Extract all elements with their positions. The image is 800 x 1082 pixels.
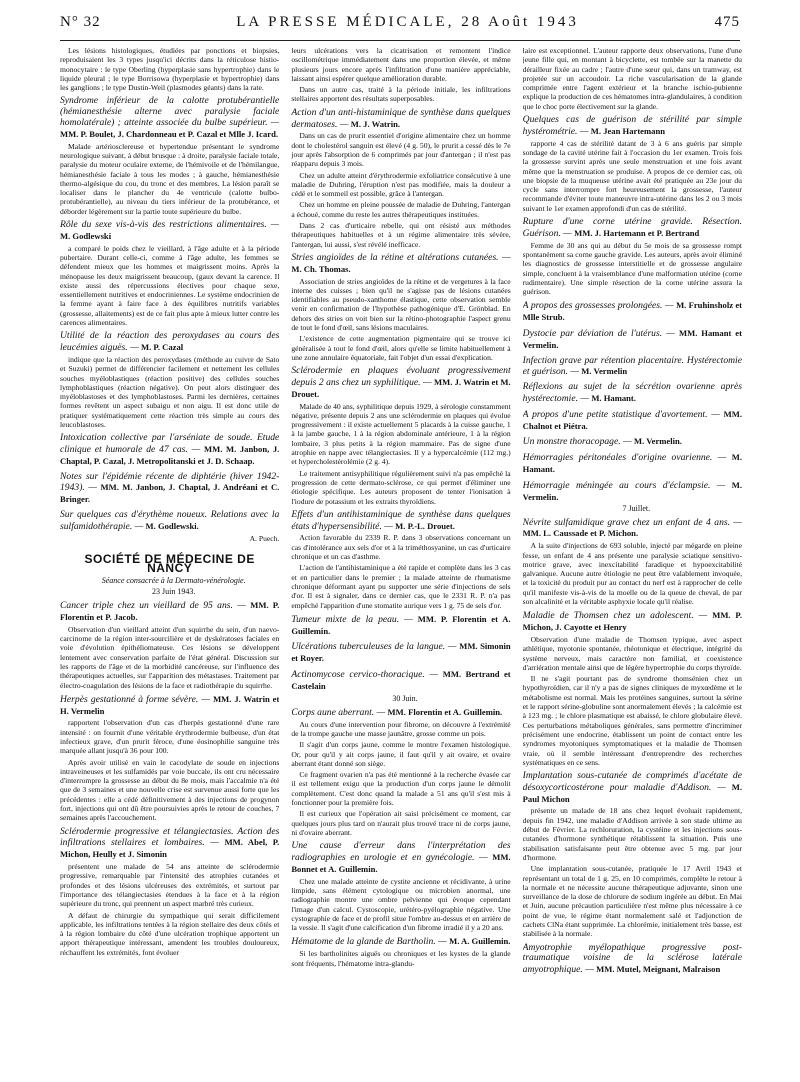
paragraph: Malade de 40 ans, syphilitique depuis 1929, à sérologie constamment négative, présente depuis 2 ans une sclérodermie en plaques qui évolue progressivement : il existe actuellement 5 placards à la cuisse gauche, 1 à la jambe gauche, 1 à la région abdominale antérieure, 1 à la région lombaire, 3 plus petits à la région mammaire. Pas de signe d'une atrophie en nappe avec télangiectasies. Il y a hypercalcémie (112 mg.) et hypercholestérolémie (2 g. 4).	[291, 401, 511, 467]
communication-heading: Sclérodermie progressive et télangiectasies. Action des infiltrations stellaires et lombaires. — MM. Abel, P. Michon, Heully et J. Simonin	[60, 825, 280, 860]
session-date: 23 Juin 1943.	[151, 586, 196, 596]
column-2	[291, 46, 510, 1074]
paragraph: A défaut de chirurgie du sympathique qui serait difficilement applicable, les infiltrations tentées à la région stellaire des deux côtés et à la région lombaire du côté d'une ulcération trophique apportent un apport thérapeutique intéressant, amendent les troubles douloureux, réchauffent les extrémités, font évoluer	[60, 910, 280, 957]
paragraph: Au cours d'une intervention pour fibrome, on découvre à l'extrémité de la trompe gauche une masse jaunâtre, grosse comme un pois.	[291, 719, 511, 738]
communication-heading: Ulcérations tuberculeuses de la langue. — MM. Simonin et Royer.	[291, 641, 511, 664]
paragraph: Observation d'un vieillard atteint d'un squirrhe du sein, d'un naevo-carcinome de la région inter-sourcilière et de dyskératoses faciales en voie d'évolution épithéliomateuse. Ces lésions se développent lentement avec conservation parfaite de l'état général. Discussion sur les rapports de l'âge et de la morbidité cancéreuse, sur l'influence des thérapeutiques actuelles, sur l'apparition des métastases. Traitement par électro-coagulation des lésions de la face et radiothérapie du squirrhe.	[60, 624, 280, 690]
communication-heading: A propos des grossesses prolongées. — M. Fruhinsholz et Mlle Strub.	[522, 300, 742, 323]
communication-heading: Intoxication collective par l'arséniate de soude. Etude clinique et humorale de 47 cas. — MM. M. Janbon, J. Chaptal, P. Cazal, J. Metropolitanski et J. D. Schaap.	[60, 432, 280, 466]
paragraph: rapporte 4 cas de stérilité datant de 3 à 6 ans guéris par simple sondage de la cavité utérine fait à l'occasion du 1er examen. Trois fois la grossesse survint après une seule menstruation et une fois avant même que la menstruation se produise. A propos de ce dernier cas, où une biopsie de la muqueuse utérine avait été pratiquée au 23e jour du cycle sans interrompre fort heureusement la grossesse, l'auteur recommande d'éviter toute manœuvre intra-utérine dans les 2 ou 3 mois suivant le 1er examen approfondi d'un cas de stérilité.	[522, 138, 742, 213]
text-columns	[60, 46, 742, 1074]
paragraph: Association de stries angioïdes de la rétine et de vergetures à la face interne des cuisses ; bien qu'il ne s'agisse pas de lésions cutanées identifiables au pseudo-xanthome élastique, cette observation semble venir en confirmation de l'hypothèse pathogénique d'E. Grönblad. En dehors des stries on voit bien sur la rétino-photographie l'aspect grenu de tout le fond d'œil, sans lésions maculaires.	[291, 276, 511, 333]
paragraph: Si les bartholinites aiguës ou chroniques et les kystes de la glande sont fréquents, l'hématome intra-glandu-	[291, 949, 511, 968]
paragraph: Le traitement antisyphilitique régulièrement suivi n'a pas empêché la progression de cette dermato-sclérose, ce qui permet d'éliminer une étiologie spécifique. Les auteurs proposent de tenter l'ionisation à l'iodure de potassium et les extraits thyroïdiens.	[291, 468, 511, 506]
communication-heading: Implantation sous-cutanée de comprimés d'acétate de désoxycorticostérone pour maladie d'Addison. — M. Paul Michon	[522, 770, 742, 804]
paragraph: Dans 2 cas d'urticaire rebelle, qui ont résisté aux méthodes thérapeutiques habituelles et à un régime alimentaire très sévère, l'antergan, lui aussi, s'est révélé inefficace.	[291, 221, 511, 249]
communication-heading: Maladie de Thomsen chez un adolescent. — MM. P. Michon, J. Cayotte et Henry	[522, 610, 742, 633]
paragraph: présente un malade de 18 ans chez lequel évoluait rapidement, depuis fin 1942, une maladie d'Addison arrivée à son stade ultime au début de Février. La rechloruration, la cystéine et les injections sous-cutanées d'hormone synthétique rétablissent la situation. Puis une stabilisation satisfaisante peut être obtenue avec 5 mg. par jour d'hormone.	[522, 806, 742, 862]
communication-heading: Une cause d'erreur dans l'interprétation des radiographies en urologie et en gynécologie. — MM. Bonnet et A. Guillemin.	[291, 840, 511, 874]
paragraph: Ce fragment ovarien n'a pas été mentionné à la recherche évasée car il est tellement exigu que la production d'un corps jaune le démolit complètement. C'est donc quand la malade a 51 ans qu'il s'est mis à fonctionner pour la première fois.	[291, 770, 511, 808]
communication-heading: Sclérodermie en plaques évoluant progressivement depuis 2 ans chez un syphilitique. — MM. J. Watrin et M. Drouet.	[291, 365, 511, 399]
communication-heading: Cancer triple chez un vieillard de 95 ans. — MM. P. Florentin et P. Jacob.	[60, 600, 280, 622]
paragraph: Malade artériosclereuse et hypertendue présentant le syndrome neurologique suivant, à début brusque : à droite, paralysie faciale totale, paralysie du moteur oculaire externe, de l'hémivoile et de l'hémilangue, hémianesthésie faciale à tous les modes ; à gauche, hémianesthésie thermo-algésique du cou, du tronc et des membres. La lésion paraît se localiser dans le plancher du 4e ventricule (calotte bulbo-protubérantielle), au niveau du tiers inférieur de la protubérance, et déborder légèrement sur la partie toute supérieure du bulbe.	[60, 141, 280, 216]
page-number: 475	[714, 14, 740, 30]
paragraph: A la suite d'injections de 693 soluble, injecté par mégarde en pleine fesse, un enfant de 4 ans présente une paralysie sciatique sensitivo-motrice grave, avec inexcitabilité faradique et hypoexcitabilité galvanique. Aucune autre étiologie ne peut être valablement invoquée, et la toxicité du produit pur au contact du nerf est à rapprocher de celle qu'il manifeste vis-à-vis de la moelle ou de la queue de cheval, de par son alcalinité et la véritable asphyxie locale qu'il réalise.	[522, 541, 742, 607]
paragraph: Il s'agit d'un corps jaune, comme le montre l'examen histologique. Or, pour qu'il y ait corps jaune, il faut qu'il y ait ovaire, et ovaire aberrant étant donné son siège.	[291, 740, 511, 768]
communication-heading: Hématome de la glande de Bartholin. — M. A. Guillemin.	[291, 936, 511, 948]
paragraph: Dans un cas de prurit essentiel d'origine alimentaire chez un homme dont le cholestérol sanguin est élevé (4 g. 50), le prurit a cessé dès le 7e jour après l'absorption de 6 comprimés par jour d'antergan ; il n'est pas réapparu depuis 3 mois.	[291, 131, 511, 169]
communication-heading: Utilité de la réaction des peroxydases au cours des leucémies aiguës. — M. P. Cazal	[60, 330, 280, 354]
page-header	[60, 14, 740, 36]
paragraph: Observation d'une maladie de Thomsen typique, avec aspect athlétique, myotonie spontanée, rhéotonique et électrique, intégrité du système nerveux, mais caractère non familial, et coexistence d'arriération mentale ainsi que de légère hypertrophie du corps thyroïde.	[522, 634, 742, 672]
paragraph: leurs ulcérations vers la cicatrisation et remontent l'indice oscillométrique immédiatement dans une proportion élevée, et même plusieurs jours encore après l'infiltration d'une manière appréciable, laissant ainsi espérer quelque amélioration durable.	[291, 46, 511, 83]
communication-heading: Sur quelques cas d'érythème noueux. Relations avec la sulfamidothérapie. — M. Godlewski.	[60, 509, 280, 532]
session-subtitle: Séance consacrée à la Dermato-vénérologie.	[101, 575, 246, 585]
paragraph: rapportent l'observation d'un cas d'herpès gestationné d'une rare intensité : on fournit d'une véritable érythrodermie bulbeuse, d'un état infectieux grave, d'un prurit féroce, d'une éosinophilie sanguine très marquée allant jusqu'à 36 pour 100.	[60, 718, 280, 756]
paragraph: a comparé le poids chez le vieillard, à l'âge adulte et à la période pubertaire. Durant celle-ci, comme à l'âge adulte, les femmes se défendent mieux que les hommes et maigrissent moins. Après la ménopause les deux maigrissent beaucoup, (gaux devant la carence. Il existe aussi des répercussions électives pour chaque sexe, essentiellement nutritives et endocriniennes. Le système endocrinien de la femme ayant à faire face à des équilibres nutritifs variables (grossesse, allaitements) est de ce fait plus apte à mieux lutter contre les carences alimentaires.	[60, 243, 280, 328]
header-rule	[60, 40, 740, 41]
society-title: SOCIÉTÉ DE MÉDECINE DE NANCY	[84, 551, 255, 576]
paragraph: Après avoir utilisé en vain le cacodylate de soude en injections intraveineuses et les sulfamidés par voie buccale, ils ont cru nécessaire d'interrompre la grossesse au début du 8e mois, mais l'accalmie n'a été que de 3 semaines et une nouvelle crise est survenue aussi forte que les précédentes : elle a cédé définitivement à des injections de progynon fort, injections qui ont dû être poursuivies après le retour de couches, 7 semaines après l'accouchement.	[60, 757, 280, 823]
paragraph: Chez un adulte atteint d'érythrodermie exfoliatrice consécutive à une maladie de Duhring, l'éruption n'est pas modifiée, mais la douleur a cédé et le sommeil est possible, grâce à l'antergan.	[291, 170, 511, 199]
communication-heading: Infection grave par rétention placentaire. Hystérectomie et guérison. — M. Vermelin	[522, 354, 742, 378]
paragraph: L'action de l'antihistaminique a été rapide et complète dans les 3 cas et en particulier dans le premier ; la malade atteinte de rhumatisme chronique déformant ayant pu supporter une série d'injections de sels d'or. Il est à signaler, dans ce dernier cas, que le 2331 R. P. n'a pas empêché l'apparition d'une stomatite aurique vers 1 g. 75 de sels d'or.	[291, 563, 511, 610]
communication-heading: Herpès gestationné à forme sévère. — MM. J. Watrin et H. Vermelin	[60, 693, 280, 716]
communication-heading: Réflexions au sujet de la sécrétion ovarienne après hystérectomie. — M. Hamant.	[522, 381, 742, 404]
communication-heading: Effets d'un antihistaminique de synthèse dans quelques états d'hypersensibilité. — M. P.-L. Drouet.	[291, 508, 511, 532]
session-date: 7 Juillet.	[622, 504, 651, 514]
communication-heading: Syndrome inférieur de la calotte protubérantielle (hémianesthésie alterne avec paralysie faciale homolatérale) ; atteinte associée du bulbe supérieur. — MM. P. Boulet, J. Chardonneau et P. Cazal et Mlle J. Icard.	[60, 95, 280, 139]
report-signature: A. Puech.	[249, 533, 280, 543]
column-3	[523, 46, 742, 1074]
communication-heading: Tumeur mixte de la peau. — MM. P. Florentin et A. Guillemin.	[291, 613, 511, 636]
communication-heading: Névrite sulfamidique grave chez un enfant de 4 ans. — MM. L. Caussade et P. Michon.	[522, 516, 742, 539]
communication-heading: Hémorragies péritonéales d'origine ovarienne. — M. Hamant.	[522, 452, 742, 474]
paragraph: L'existence de cette augmentation pigmentaire qui se trouve ici généralisée à tout le fond d'œil, alors qu'elle se limite habituellement à une zone annulaire équatoriale, fait l'objet d'un essai d'explication.	[291, 334, 511, 362]
paragraph: présentent une malade de 54 ans atteinte de sclérodermie progressive, remarquable par l'intensité des atrophies cutanées et profondes et des lésions ulcéreuses des extrémités, et surtout par l'importance des télangiectasies étendues à la face et à la région supérieure du tronc, qui prennent un aspect marbré très curieux.	[60, 862, 280, 909]
communication-heading: A propos d'une petite statistique d'avortement. — MM. Chalnot et Piétra.	[522, 408, 742, 431]
paragraph: Action favorable du 2339 R. P. dans 3 observations concernant un cas d'intolérance aux sels d'or et à la triméthosyanine, un cas d'urticaire chronique et un cas d'asthme.	[291, 533, 511, 562]
paragraph: indique que la réaction des peroxydases (méthode au cuivre de Sato et Suzuki) permet de différencier facilement et nettement les cellules souches myéloblastiques (réaction positive) des cellules souches lymphoblastiques (réaction négative). On peut alors distinguer des myéloblastoses et des lymphoblastoses. Parmi les dernières, certaines formes revêtent un aspect subaigu et non aigu. Il est donc utile de pratiquer systématiquement cette réaction très simple au cours des leucoblastoses.	[60, 354, 280, 429]
communication-heading: Actinomycose cervico-thoracique. — MM. Bertrand et Castelain	[291, 669, 511, 691]
communication-heading: Action d'un anti-histaminique de synthèse dans quelques dermatoses. — M. J. Watrin.	[291, 106, 511, 130]
communication-heading: Amyotrophie myélopathique progressive post-traumatique voisine de la sclérose latérale amyotrophique. — MM. Mutel, Meignant, Malraison	[522, 941, 742, 976]
paragraph: Chez une malade atteinte de cystite ancienne et récidivante, à urine limpide, sans élément cytologique ou microbien anormal, une radiographie montre une ombre pelvienne qui évoque cependant l'image d'un calcul. Cystoscopie, urétéro-pyélographie négative. Une cystographie de face et de profil situe l'ombre au-dessus et en arrière de la vessie. Il s'agit d'une calcification d'un fibrome irradié il y a 20 ans.	[291, 876, 511, 933]
paragraph: Une implantation sous-cutanée, pratiquée le 17 Avril 1943 et représentant un total de 1 g. 25, en 10 comprimés, complète le retour à la normale et ne nécessite aucune thérapeutique adjuvante, sinon une surveillance de la dose de chlorure de sodium ingérée au début. En Mai et Juin, aucune précaution particulière n'est même plus nécessaire à ce point de vue, le régime étant normalement salé et l'adjonction de cachets ClNa étant supprimée. La chlorémie, initialement très basse, est stabilisée à la normale.	[522, 864, 742, 939]
journal-title: LA PRESSE MÉDICALE, 28 Août 1943	[236, 14, 579, 30]
communication-heading: Notes sur l'épidémie récente de diphtérie (hiver 1942-1943). — MM. M. Janbon, J. Chaptal, J. Andréani et C. Bringer.	[60, 470, 280, 505]
communication-heading: Dystocie par déviation de l'utérus. — MM. Hamant et Vermelin.	[522, 328, 742, 350]
communication-heading: Un monstre thoracopage. — M. Vermelin.	[522, 436, 682, 448]
communication-heading: Rupture d'une corne utérine gravide. Résection. Guérison. — MM. J. Hartemann et P. Bertrand	[522, 216, 742, 239]
paragraph: Il est curieux que l'opération ait saisi précisément ce moment, car quelques jours plus tard on n'aurait plus trouvé trace ni de corps jaune, ni d'ovaire aberrant.	[291, 809, 511, 837]
communication-heading: Rôle du sexe vis-à-vis des restrictions alimentaires. — M. Godlewski	[60, 219, 280, 241]
paragraph: laire est exceptionnel. L'auteur rapporte deux observations, l'une d'une jeune fille qui, en montant à bicyclette, est tombée sur la manette du dérailleur fixée au cadre ; l'autre d'une sœur qui, dans un tramway, est projetée sur un accoudoir. La riche vascularisation de la glande comprimée entre l'agent extérieur et la branche ischio-pubienne explique la production de ces hématomes intra-glandulaires, à condition que le choc porte électivement sur la glande.	[522, 46, 742, 111]
session-date: 30 Juin.	[392, 693, 418, 703]
issue-number: N° 32	[60, 14, 101, 30]
paragraph: Femme de 30 ans qui au début du 5e mois de sa grossesse rompt spontanément sa corne gauche gravide. Les auteurs, après avoir éliminé les diagnostics de grossesse interstitielle et de grossesse angulaire simple, concluent à la vraisemblance d'une malformation utérine (corne rudimentaire). Une simple résection de la corne utérine assura la guérison.	[522, 240, 742, 297]
paragraph: Les lésions histologiques, étudiées par ponctions et biopsies, reproduisaient les 3 types jusqu'ici décrits dans la réticulose histio-monocytaire : le type Oberling (hyperplasie sans hypertrophie) dans le liquide pleural ; le type Borrisowa (hyperplasie et hypertrophie) dans les ganglions ; le type Dustin-Weil (plasmodes géants) dans la rate.	[60, 46, 280, 93]
communication-heading: Stries angioïdes de la rétine et altérations cutanées. — M. Ch. Thomas.	[291, 251, 511, 274]
paragraph: Il ne s'agit pourtant pas de syndrome thomsénien chez un hypothyroïdien, car il n'y a pas de signes cliniques de myxœdème et le métabolisme est normal. Mais les protéines sanguines, surtout la sérine et le rapport sérine-globuline sont anormalement élevés ; la calcémie est à 123 mg. ; le chlore plasmatique est abaissé, le chlore globulaire élevé. Ces perturbations métaboliques générales, sans permettre d'incriminer précisément une endocrine, établissent un point de contact entre les syndromes myotoniques symptomatiques et la maladie de Thomsen vraie, où il semble intéressant d'entreprendre des recherches systématiques en ce sens.	[522, 674, 742, 767]
communication-heading: Hémorragie méningée au cours d'éclampsie. — M. Vermelin.	[522, 479, 742, 502]
communication-heading: Corps aune aberrant. — MM. Florentin et A. Guillemin.	[291, 706, 503, 718]
paragraph: Chez un homme en pleine poussée de maladie de Duhring, l'antergan a échoué, comme du reste les autres thérapeutiques instituées.	[291, 200, 511, 219]
communication-heading: Quelques cas de guérison de stérilité par simple hystérométrie. — M. Jean Hartemann	[522, 114, 742, 137]
paragraph: Dans un autre cas, traité à la période initiale, les infiltrations stellaires apportent des résultats superposables.	[291, 85, 511, 104]
column-1	[60, 46, 279, 1074]
